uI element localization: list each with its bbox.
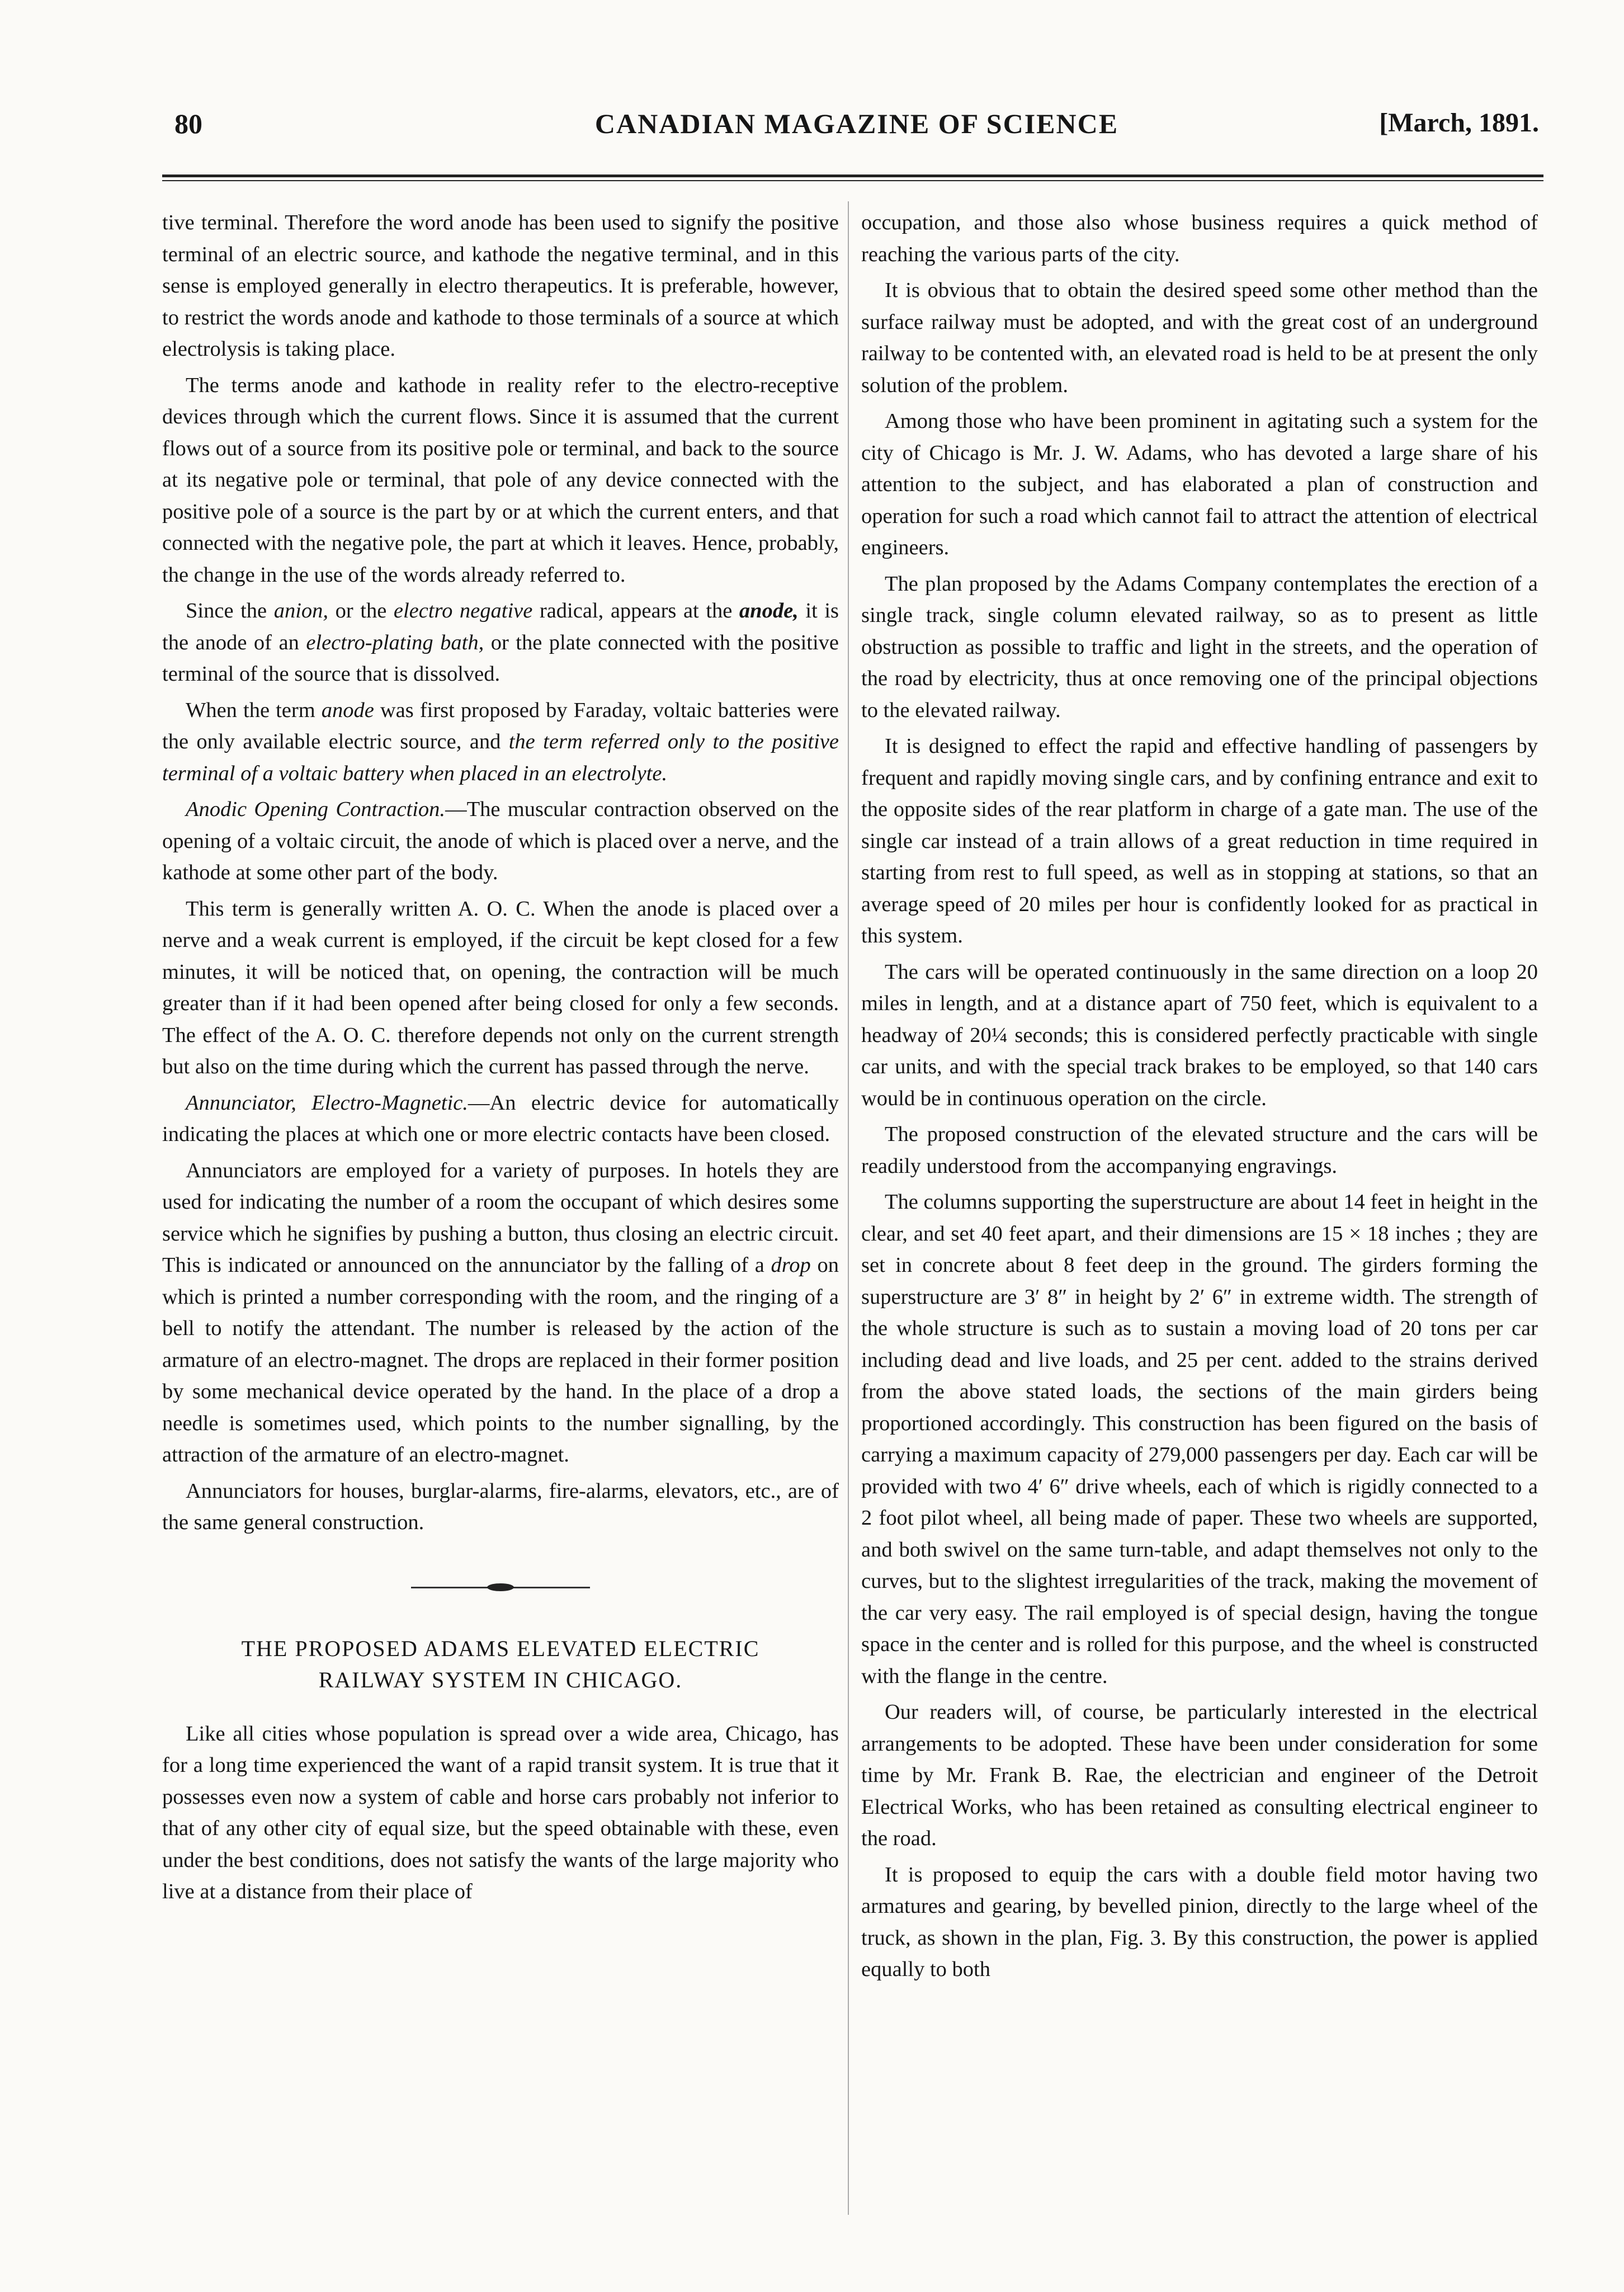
italic-term: electro negative: [393, 599, 533, 622]
italic-term: anode: [321, 698, 374, 722]
paragraph: The cars will be operated continuously in the same direction on a loop 20 miles in length, and at a distance apart of 750 feet, which is equivalent to a headway of 20¼ seconds; this is considered perfectly practicable with single car units, and with the special track brakes to be employed, so that 140 cars would be in continuous operation on the circle.: [861, 960, 1538, 1110]
paragraph: Annunciators for houses, burglar-alarms, fire-alarms, elevators, etc., are of the same general construction.: [162, 1479, 839, 1534]
magazine-title: CANADIAN MAGAZINE OF SCIENCE: [594, 108, 1119, 139]
issue-date: [March, 1891.: [1379, 108, 1539, 138]
definition-term: Annunciator, Electro-Magnetic.: [186, 1091, 468, 1115]
text-run: —The muscular contraction observed on the opening of a voltaic circuit, the anode of which is placed over a nerve, and the kathode at some other part of the body.: [162, 798, 839, 884]
text-run: —An electric device for automatically indicating the places at which one or more electric contacts have been closed.: [162, 1091, 839, 1146]
italic-term: anion,: [273, 599, 329, 622]
paragraph: [162, 1155, 839, 1471]
paragraph: The terms anode and kathode in reality refer to the electro-receptive devices through which the current flows. Since it is assumed that the current flows out of a source from its positive pole or terminal, and back to the source at its negative pole or terminal, that pole of any device connected with the positive pole of a source is the part by or at which the current enters, and that connected with the negative pole, the part at which it leaves. Hence, probably, the change in the use of the words already referred to.: [162, 373, 839, 587]
paragraph: It is obvious that to obtain the desired speed some other method than the surface railway must be adopted, and with the great cost of an underground railway to be contented with, an elevated road is held to be at present the only solution of the problem.: [861, 279, 1538, 397]
definition-paragraph: [162, 1087, 839, 1150]
paragraph: It is proposed to equip the cars with a double field motor having two armatures and gearing, by bevelled pinion, directly to the large wheel of the truck, as shown in the plan, Fig. 3. By this construction, the power is applied equally to both: [861, 1862, 1538, 1981]
section-separator-ornament: [411, 1587, 590, 1588]
paragraph: [162, 595, 839, 690]
left-column: [162, 207, 839, 1912]
page-number: 80: [174, 108, 202, 139]
right-column: [861, 207, 1538, 1990]
italic-term: electro-plating bath,: [306, 630, 484, 654]
paragraph: [162, 695, 839, 790]
italic-phrase: the term referred only to the positive terminal of a voltaic battery when placed in an electrolyte.: [162, 730, 839, 785]
header-rule-thin: [162, 180, 1543, 181]
definition-term: Anodic Opening Contraction.: [186, 798, 446, 821]
article-title-line: THE PROPOSED ADAMS ELEVATED ELECTRIC: [241, 1635, 760, 1661]
text-run: or the plate connected with the positive terminal of the source that is dissolved.: [162, 630, 839, 686]
paragraph: occupation, and those also whose business requires a quick method of reaching the various parts of the city.: [861, 211, 1538, 266]
definition-paragraph: [162, 794, 839, 889]
paragraph: Like all cities whose population is spread over a wide area, Chicago, has for a long time experienced the want of a rapid transit system. It is true that it possesses even now a system of cable and horse cars probably not inferior to that of any other city of equal size, but the speed obtainable with these, even under the best conditions, does not satisfy the wants of the large majority who live at a distance from their place of: [162, 1722, 839, 1903]
text-run: When the term: [186, 698, 322, 722]
text-run: it is the anode of an: [162, 599, 839, 654]
italic-term: drop: [771, 1253, 811, 1277]
text-run: was first proposed by Faraday, voltaic batteries were the only available electric source, and: [162, 698, 839, 753]
header-rule: [162, 175, 1543, 177]
paragraph: tive terminal. Therefore the word anode has been used to signify the positive terminal of an electric source, and kathode the negative terminal, and in this sense is employed generally in electro therapeutics. It is preferable, however, to restrict the words anode and kathode to those terminals of a source at which electrolysis is taking place.: [162, 211, 839, 361]
paragraph: The plan proposed by the Adams Company contemplates the erection of a single track, single column elevated railway, so as to present as little obstruction as possible to traffic and light in the streets, and the operation of the road by electricity, thus at once removing one of the principal objections to the elevated railway.: [861, 572, 1538, 722]
column-divider: [848, 201, 849, 2215]
paragraph: Among those who have been prominent in agitating such a system for the city of Chicago is Mr. J. W. Adams, who has devoted a large share of his attention to the subject, and has elaborated a plan of construction and operation for such a road which cannot fail to attract the attention of electrical engineers.: [861, 409, 1538, 559]
paragraph: This term is generally written A. O. C. When the anode is placed over a nerve and a weak current is employed, if the circuit be kept closed for a few minutes, it will be noticed that, on opening, the contraction will be much greater than if it had been opened after being closed for only a few seconds. The effect of the A. O. C. therefore depends not only on the current strength but also on the time during which the current has passed through the nerve.: [162, 897, 839, 1078]
article-title-line: RAILWAY SYSTEM IN CHICAGO.: [318, 1667, 683, 1692]
text-run: Since the: [186, 599, 274, 622]
text-run: on which is printed a number corresponding with the room, and the ringing of a bell to notify the attendant. The number is released by the action of the armature of an electro-magnet. The drops are replaced in their former position by some mechanical device operated by the hand. In the place of a drop a needle is sometimes used, which points to the number signalling, by the attraction of the armature of an electro-magnet.: [162, 1253, 839, 1466]
paragraph: It is designed to effect the rapid and effective handling of passengers by frequent and rapidly moving single cars, and by confining entrance and exit to the opposite sides of the rear platform in charge of a gate man. The use of the single car instead of a train allows of a great reduction in time required in starting from rest to full speed, as well as in stopping at stations, so that an average speed of 20 miles per hour is confidently looked for as practical in this system.: [861, 734, 1538, 947]
running-head: [174, 107, 1539, 152]
paragraph: The columns supporting the superstructure are about 14 feet in height in the clear, and set 40 feet apart, and their dimensions are 15 × 18 inches ; they are set in concrete about 8 feet deep in the ground. The girders forming the superstructure are 3′ 8″ in height by 2′ 6″ in extreme width. The strength of the whole structure is such as to sustain a moving load of 20 tons per car including dead and live loads, and 25 per cent. added to the strains derived from the above stated loads, the sections of the main girders being proportioned accordingly. This construction has been figured on the basis of carrying a maximum capacity of 279,000 passengers per day. Each car will be provided with two 4′ 6″ drive wheels, each of which is rigidly connected to a 2 foot pilot wheel, all being made of paper. These two wheels are supported, and both swivel on the same turn-table, and adapt themselves not only to the curves, but to the slightest irregularities of the track, making the movement of the car very easy. The rail employed is of special design, having the tongue space in the center and is rolled for this purpose, and the wheel is constructed with the flange in the centre.: [861, 1190, 1538, 1688]
text-run: radical, appears at the: [532, 599, 739, 622]
paragraph: Our readers will, of course, be particularly interested in the electrical arrangements to be adopted. These have been under consideration for some time by Mr. Frank B. Rae, the electrician and engineer of the Detroit Electrical Works, who has been retained as consulting electrical engineer to the road.: [861, 1700, 1538, 1850]
text-run: or the: [328, 599, 394, 622]
article-title: [162, 1633, 839, 1696]
paragraph: The proposed construction of the elevated structure and the cars will be readily understood from the accompanying engravings.: [861, 1123, 1538, 1178]
italic-term: anode,: [739, 599, 799, 622]
text-run: Annunciators are employed for a variety of purposes. In hotels they are used for indicating the number of a room the occupant of which desires some service which he signifies by pushing a button, thus closing an electric circuit. This is indicated or announced on the annunciator by the falling of a: [162, 1158, 839, 1277]
